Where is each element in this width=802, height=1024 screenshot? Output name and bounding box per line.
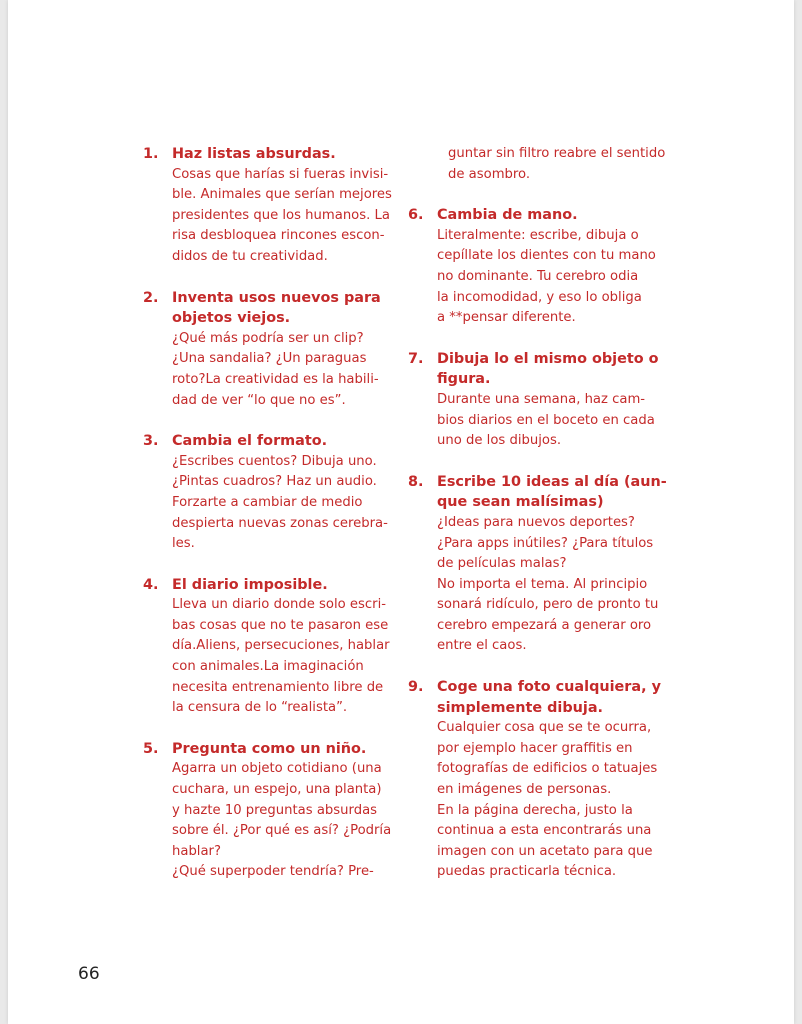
left-column bbox=[143, 144, 398, 883]
item-body: ¿Qué más podría ser un clip? ¿Una sandalia? ¿Un paraguas roto?La creatividad es la habili- dad de ver “lo que no es”. bbox=[172, 330, 379, 408]
item-body: Agarra un objeto cotidiano (una cuchara, un espejo, una planta) y hazte 10 preguntas absurdas sobre él. ¿Por qué es así? ¿Podría hablar? ¿Qué superpoder tendría? Pre- bbox=[172, 761, 392, 880]
continued-text: guntar sin filtro reabre el sentido de asombro. bbox=[448, 146, 666, 182]
item-number: 8. bbox=[408, 473, 424, 490]
list-item bbox=[143, 739, 398, 883]
list-item bbox=[143, 431, 398, 555]
item-heading bbox=[143, 144, 398, 165]
item-number: 3. bbox=[143, 433, 159, 450]
item-heading bbox=[143, 575, 398, 596]
list-item bbox=[143, 288, 398, 412]
item-heading bbox=[408, 677, 678, 718]
book-page bbox=[8, 0, 794, 1024]
item-number: 7. bbox=[408, 350, 424, 367]
item-body: ¿Escribes cuentos? Dibuja uno. ¿Pintas cuadros? Haz un audio. Forzarte a cambiar de medio despierta nuevas zonas cerebra- les. bbox=[172, 453, 388, 552]
right-column bbox=[408, 144, 678, 883]
item-body: Durante una semana, haz cam- bios diarios en el boceto en cada uno de los dibujos. bbox=[437, 391, 655, 449]
item-number: 5. bbox=[143, 740, 159, 757]
item-heading bbox=[143, 288, 398, 329]
item-title: Cambia de mano. bbox=[437, 207, 578, 224]
item-title: Escribe 10 ideas al día (aun- que sean malísimas) bbox=[437, 473, 667, 511]
item-title: Haz listas absurdas. bbox=[172, 146, 336, 162]
page-number: 66 bbox=[78, 964, 100, 984]
item-body: Cualquier cosa que se te ocurra, por ejemplo hacer graffitis en fotografías de edificios o tatuajes en imágenes de personas. En la página derecha, justo la continua a esta encontrarás una imagen con un acetato para que puedas practicarla técnica. bbox=[437, 720, 658, 880]
list-item bbox=[408, 205, 678, 329]
item-number: 6. bbox=[408, 207, 424, 224]
item-body: Literalmente: escribe, dibuja o cepíllate los dientes con tu mano no dominante. Tu cerebro odia la incomodidad, y eso lo obliga a **pensar diferente. bbox=[437, 227, 656, 326]
item-heading bbox=[408, 349, 678, 390]
item-body: Lleva un diario donde solo escri- bas cosas que no te pasaron ese día.Aliens, persecuciones, hablar con animales.La imaginación necesita entrenamiento libre de la censura de lo “realista”. bbox=[172, 597, 390, 716]
item-title: Pregunta como un niño. bbox=[172, 740, 367, 757]
item-title: Cambia el formato. bbox=[172, 433, 328, 450]
list-item bbox=[143, 575, 398, 719]
item-heading bbox=[143, 739, 398, 760]
item-heading bbox=[408, 205, 678, 226]
list-item bbox=[408, 349, 678, 452]
list-item bbox=[408, 677, 678, 883]
item-title: El diario imposible. bbox=[172, 576, 328, 593]
item-title: Inventa usos nuevos para objetos viejos. bbox=[172, 289, 381, 327]
item-number: 9. bbox=[408, 679, 424, 696]
list-item bbox=[143, 144, 398, 268]
item-heading bbox=[408, 472, 678, 513]
item-title: Coge una foto cualquiera, y simplemente dibuja. bbox=[437, 679, 661, 716]
list-item bbox=[408, 472, 678, 657]
item-number: 1. bbox=[143, 146, 159, 162]
item-body: Cosas que harías si fueras invisi- ble. Animales que serían mejores presidentes que los humanos. La risa desbloquea rincones escon- didos de tu creatividad. bbox=[172, 166, 392, 264]
item-number: 4. bbox=[143, 576, 159, 593]
item-title: Dibuja lo el mismo objeto o figura. bbox=[437, 350, 659, 388]
item-heading bbox=[143, 431, 398, 452]
item-number: 2. bbox=[143, 289, 159, 306]
item-body: ¿Ideas para nuevos deportes? ¿Para apps inútiles? ¿Para títulos de películas malas? No importa el tema. Al principio sonará ridículo, pero de pronto tu cerebro empezará a generar oro entre el caos. bbox=[437, 514, 659, 654]
